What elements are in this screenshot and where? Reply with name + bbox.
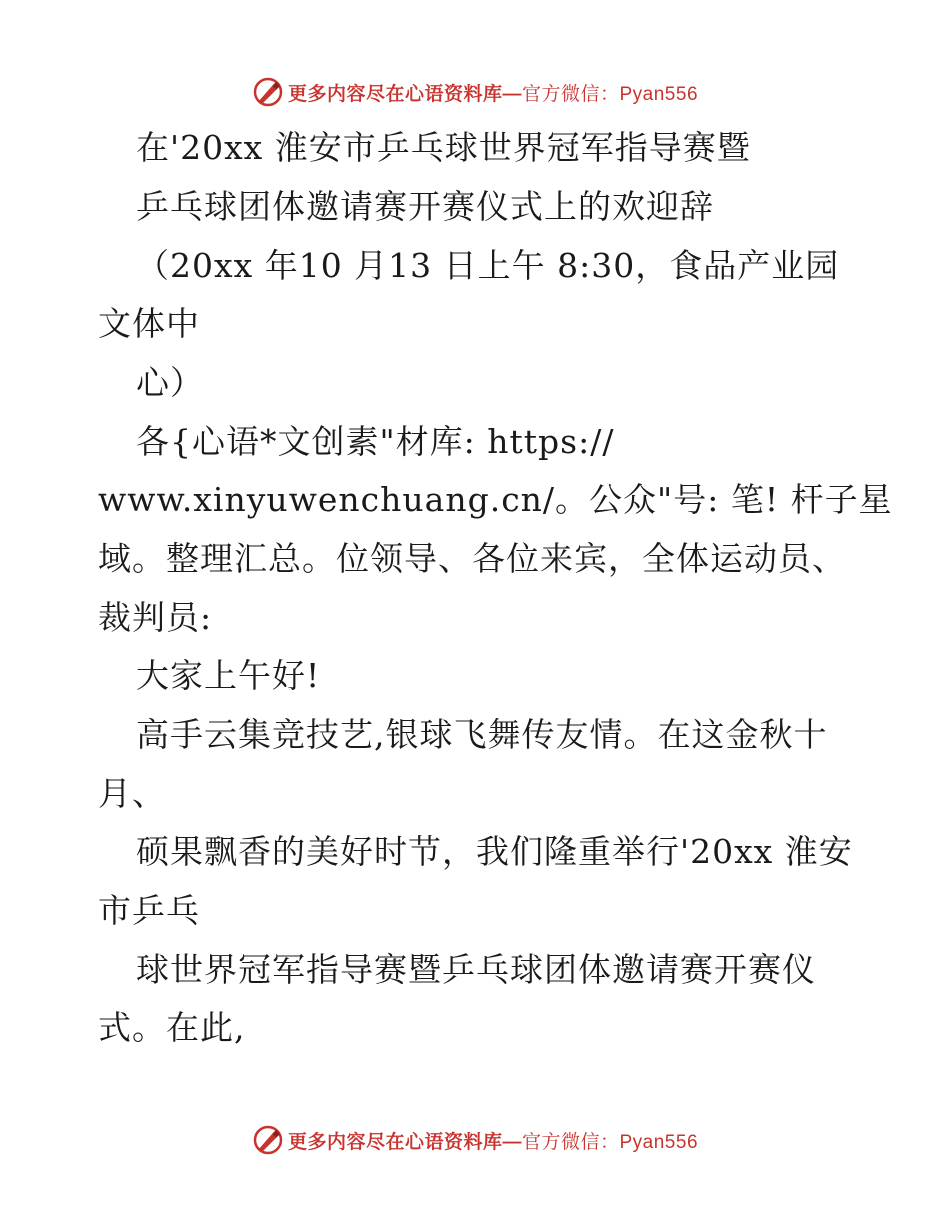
header-banner-text xyxy=(288,79,698,106)
body-line: 乒乓球团体邀请赛开赛仪式上的欢迎辞 xyxy=(136,187,714,226)
body-line: 高手云集竞技艺,银球飞舞传友情。在这金秋十 xyxy=(136,715,828,754)
body-line: 大家上午好! xyxy=(136,656,321,695)
header-wechat-id: Pyan556 xyxy=(619,83,699,105)
body-line: 硕果飘香的美好时节，我们隆重举行'20xx 淮安 xyxy=(136,832,853,871)
header-banner xyxy=(0,72,950,112)
footer-banner-title: 更多内容尽在心语资料库 xyxy=(287,1131,503,1153)
header-wechat-label: 官方微信： xyxy=(521,83,620,105)
pen-logo-icon xyxy=(252,76,284,108)
body-line: 心） xyxy=(136,363,204,402)
body-line: （20xx 年10 月13 日上午 8:30，食品产业园 xyxy=(136,246,840,285)
body-line: 裁判员: xyxy=(98,598,213,637)
footer-wechat-id: Pyan556 xyxy=(619,1131,699,1153)
footer-banner-dash: — xyxy=(502,1131,522,1153)
body-line: 域。整理汇总。位领导、各位来宾，全体运动员、 xyxy=(98,539,846,578)
header-banner-dash: — xyxy=(502,83,522,105)
body-line: 月、 xyxy=(98,774,166,813)
body-line: 式。在此, xyxy=(98,1008,246,1047)
body-line: 在'20xx 淮安市乒乓球世界冠军指导赛暨 xyxy=(136,128,751,167)
header-banner-title: 更多内容尽在心语资料库 xyxy=(287,83,503,105)
body-line: 各{心语*文创素"材库: https:// xyxy=(136,422,615,461)
footer-banner xyxy=(0,1120,950,1160)
body-line: 市乒乓 xyxy=(98,891,200,930)
footer-banner-text xyxy=(288,1127,698,1154)
pen-logo-icon xyxy=(252,1124,284,1156)
body-line: 球世界冠军指导赛暨乒乓球团体邀请赛开赛仪 xyxy=(136,950,816,989)
body-line: www.xinyuwenchuang.cn/。公众"号: 笔! 杆子星 xyxy=(98,480,893,519)
body-line: 文体中 xyxy=(98,304,200,343)
footer-wechat-label: 官方微信： xyxy=(521,1131,620,1153)
